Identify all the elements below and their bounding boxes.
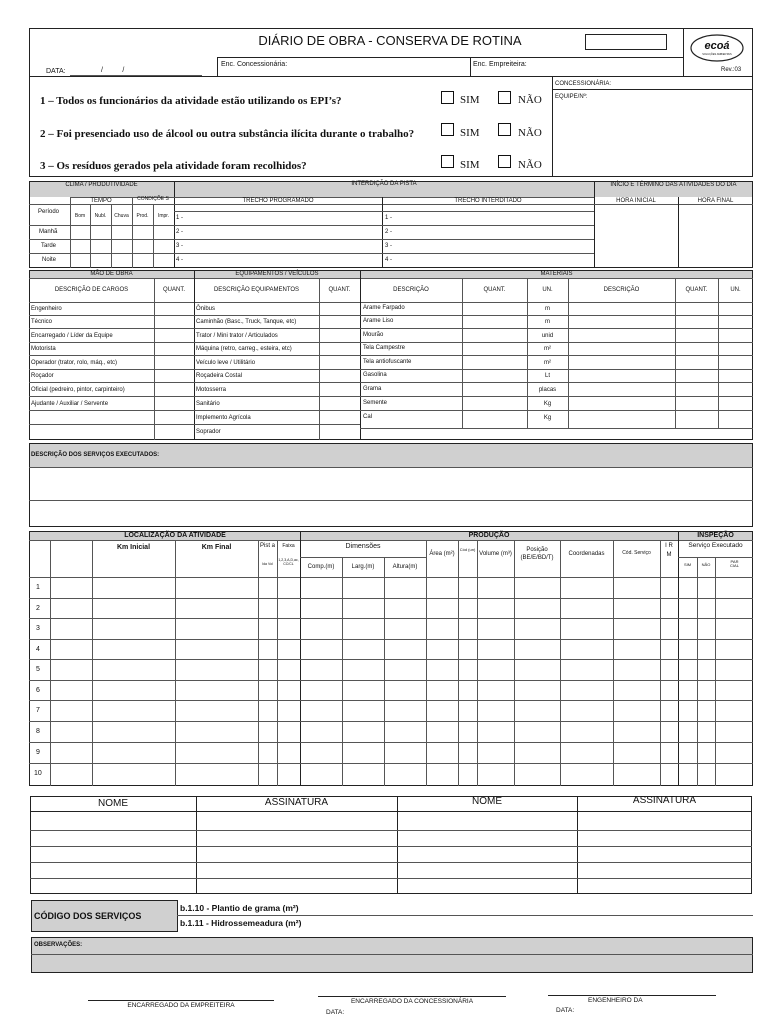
clima-title: CLIMA / PRODUTIVIDADE	[65, 182, 138, 188]
periodo-label: Período	[38, 209, 60, 215]
title-blank-box[interactable]	[585, 34, 667, 50]
col-impr: Impr.	[157, 213, 170, 219]
period-tarde: Tarde	[41, 243, 57, 249]
equip-item-4: Máquina (retro, carreg., esteira, etc)	[196, 346, 292, 352]
dimensoes-header: Dimensões	[345, 543, 381, 550]
codigo-item-2: b.1.11 - Hidrossemeadura (m²)	[180, 918, 302, 928]
hora-inicial-header: HORA INICIAL	[616, 198, 656, 204]
hora-final-header: HORA FINAL	[697, 198, 734, 204]
q1-sim-checkbox[interactable]	[441, 91, 454, 104]
equip-item-5: Veículo leve / Utilitário	[196, 360, 256, 366]
prod-row-2: 2	[36, 605, 40, 612]
footer-encarregado-concessionaria: ENCARREGADO DA CONCESSIONÁRIA	[350, 998, 474, 1005]
assinatura-header-1: ASSINATURA	[264, 797, 329, 808]
programado-header: TRECHO PROGRAMADO	[242, 198, 314, 204]
equip-item-2: Caminhão (Basc., Truck, Tanque, etc)	[196, 319, 297, 325]
prod-row-3: 3	[36, 625, 40, 632]
enc-empreiteira-label: Enc. Empreiteira:	[473, 61, 527, 68]
pista-header: Pist a	[259, 543, 275, 549]
prog-row-2: 2 -	[176, 229, 184, 235]
mat-item-9: Cal	[363, 414, 373, 420]
company-logo	[689, 33, 745, 63]
prod-row-4: 4	[36, 646, 40, 653]
prod-row-6: 6	[36, 687, 40, 694]
materiais-title: MATERIAIS	[540, 271, 573, 277]
mat-unit-8: Kg	[543, 401, 552, 407]
servicos-executados-label: DESCRIÇÃO DOS SERVIÇOS EXECUTADOS:	[31, 452, 160, 458]
period-manha: Manhã	[39, 229, 58, 235]
equip-item-8: Sanitário	[196, 401, 220, 407]
mat-desc-header: DESCRIÇÃO	[393, 287, 429, 293]
q2-nao-checkbox[interactable]	[498, 123, 511, 136]
comp-header: Comp.(m)	[307, 564, 335, 570]
footer-encarregado-empreiteira: ENCARREGADO DA EMPREITEIRA	[127, 1002, 235, 1009]
mat-item-5: Tela antiofuscante	[363, 359, 412, 365]
equipe-label: EQUIPE/Nº:	[555, 94, 588, 100]
mat-unit-9: Kg	[543, 415, 552, 421]
concessionaria-label: CONCESSIONÁRIA:	[555, 81, 612, 87]
equip-item-1: Ônibus	[196, 306, 216, 312]
mat-item-1: Arame Farpado	[363, 305, 405, 311]
equip-item-10: Soprador	[196, 429, 221, 435]
mao-item-8: Ajudante / Auxiliar / Servente	[31, 401, 109, 407]
pista-sub: Ida Vol	[262, 562, 273, 566]
question-3: 3 – Os resíduos gerados pela atividade foram recolhidos?	[40, 160, 307, 172]
equip-quant-header: QUANT.	[328, 287, 351, 293]
larg-header: Larg.(m)	[351, 564, 375, 570]
date-slashes: / /	[101, 67, 125, 74]
mat-item-4: Tela Campestre	[363, 345, 406, 351]
q1-nao-checkbox[interactable]	[498, 91, 511, 104]
logo-text: ecoá	[704, 40, 730, 52]
producao-title: PRODUÇÃO	[468, 532, 510, 539]
mao-desc-header: DESCRIÇÃO DE CARGOS	[54, 287, 129, 293]
cod-servico-header: Cód. Serviço	[622, 550, 651, 556]
mao-item-2: Técnico	[31, 319, 53, 325]
equip-desc-header: DESCRIÇÃO EQUIPAMENTOS	[213, 287, 300, 293]
footer-engenheiro: ENGENHEIRO DA	[588, 997, 643, 1004]
mat-item-7: Grama	[363, 386, 382, 392]
footer-data-1: DATA:	[326, 1009, 345, 1016]
altura-header: Altura(m)	[392, 564, 418, 570]
mat-desc-header-2: DESCRIÇÃO	[603, 287, 640, 293]
interditado-header: TRECHO INTERDITADO	[454, 198, 522, 204]
posicao-header: Posição (BE/E/BD/T)	[520, 547, 554, 561]
question-1: 1 – Todos os funcionários da atividade estão utilizando os EPI’s?	[40, 95, 342, 107]
nome-header-2: NOME	[472, 796, 502, 807]
int-row-3: 3 -	[385, 243, 393, 249]
question-2: 2 – Foi presenciado uso de álcool ou outra substância ilícita durante o trabalho?	[40, 128, 415, 140]
revision-label: Rev.:03	[721, 67, 742, 73]
equip-item-9: Implemento Agrícola	[196, 415, 251, 421]
faixa-sub: 1,2,3,A,D,ac, CC/CL	[278, 558, 299, 566]
prod-row-10: 10	[34, 770, 42, 777]
q3-nao-label: NÃO	[518, 159, 542, 171]
servico-executado-header: Serviço Executado	[688, 542, 743, 549]
q1-sim-label: SIM	[460, 94, 480, 106]
int-row-4: 4 -	[385, 257, 393, 263]
mat-item-8: Semente	[363, 400, 388, 406]
cod-un-header: Cód (un)	[459, 547, 476, 552]
km-final-header: Km Final	[201, 544, 232, 551]
insp-nao-header: NÃO	[701, 562, 711, 567]
codigo-item-1: b.1.10 - Plantio de grama (m²)	[180, 903, 299, 913]
data-label: DATA:	[46, 68, 66, 75]
q2-nao-label: NÃO	[518, 127, 542, 139]
insp-parcial-header: PAR CIAL	[730, 559, 739, 568]
coordenadas-header: Coordenadas	[568, 551, 605, 557]
nome-header-1: NOME	[98, 798, 128, 809]
prog-row-4: 4 -	[176, 257, 184, 263]
mao-obra-title: MÃO DE OBRA	[90, 271, 133, 277]
mao-item-7: Oficial (pedreiro, pintor, carpinteiro)	[31, 387, 125, 393]
prod-row-7: 7	[36, 707, 40, 714]
observacoes-box[interactable]	[31, 937, 753, 973]
mat-item-3: Mourão	[363, 332, 384, 338]
q2-sim-label: SIM	[460, 127, 480, 139]
prog-row-3: 3 -	[176, 243, 184, 249]
equip-item-6: Roçadeira Costal	[196, 373, 243, 379]
col-prod: Prod.	[136, 213, 149, 219]
mat-un-header-2: UN.	[730, 287, 741, 293]
mao-item-5: Operador (trator, rolo, máq., etc)	[31, 360, 118, 366]
insp-sim-header: SIM	[683, 562, 692, 567]
q3-sim-checkbox[interactable]	[441, 155, 454, 168]
mat-item-2: Arame Liso	[363, 318, 394, 324]
prod-row-8: 8	[36, 728, 40, 735]
col-chuva: Chuva	[114, 213, 129, 219]
tempo-header: TEMPO	[90, 198, 112, 204]
prod-row-1: 1	[36, 584, 40, 591]
mat-unit-7: placas	[538, 387, 557, 393]
mao-item-4: Motorista	[31, 346, 56, 352]
inspecao-title: INSPEÇÃO	[697, 532, 734, 539]
assinatura-header-2: ASSINATURA	[632, 795, 697, 806]
q1-nao-label: NÃO	[518, 94, 542, 106]
q2-sim-checkbox[interactable]	[441, 123, 454, 136]
mat-unit-2: m	[545, 319, 550, 325]
condicoes-header: CONDIÇÕE S	[137, 196, 169, 202]
period-noite: Noite	[42, 257, 57, 263]
mat-un-header: UN.	[542, 287, 553, 293]
interdicao-title: INTERDIÇÃO DA PISTA	[351, 181, 417, 187]
mat-unit-4: m²	[544, 346, 551, 352]
mat-quant-header-2: QUANT.	[685, 287, 708, 293]
mat-quant-header: QUANT.	[483, 287, 506, 293]
irm-header: I R M	[665, 543, 673, 558]
equip-item-7: Motosserra	[196, 387, 227, 393]
q3-nao-checkbox[interactable]	[498, 155, 511, 168]
faixa-header: Faixa	[282, 543, 295, 549]
int-row-2: 2 -	[385, 229, 393, 235]
mao-item-6: Roçador	[31, 373, 54, 379]
enc-concessionaria-label: Enc. Concessionária:	[221, 61, 288, 68]
mat-unit-1: m	[545, 306, 550, 312]
int-row-1: 1 -	[385, 215, 393, 221]
localizacao-title: LOCALIZAÇÃO DA ATIVIDADE	[124, 532, 226, 539]
mao-item-3: Encarregado / Líder da Equipe	[31, 333, 113, 339]
prod-row-5: 5	[36, 666, 40, 673]
volume-header: Volume (m³)	[479, 551, 512, 557]
mat-item-6: Gasolina	[363, 372, 387, 378]
mat-unit-3: unid	[541, 333, 554, 339]
page-title: DIÁRIO DE OBRA - CONSERVA DE ROTINA	[258, 33, 522, 48]
observacoes-label: OBSERVAÇÕES:	[34, 942, 83, 948]
prog-row-1: 1 -	[176, 215, 184, 221]
col-nubl: Nubl.	[94, 213, 107, 219]
area-header: Área (m²)	[429, 551, 455, 557]
equip-item-3: Trator / Mini trator / Articulados	[196, 333, 278, 339]
equipamentos-title: EQUIPAMENTOS / VEÍCULOS	[235, 271, 319, 277]
mao-item-1: Engenheiro	[31, 306, 62, 312]
mat-unit-5: m²	[544, 360, 551, 366]
mat-unit-6: Lt	[544, 373, 550, 379]
prod-row-9: 9	[36, 749, 40, 756]
col-bom: Bom	[74, 213, 86, 219]
inicio-title: INÍCIO E TÉRMINO DAS ATIVIDADES DO DIA	[610, 182, 737, 188]
logo-subtext: SOLUÇÕES AMBIENTAIS	[702, 53, 732, 56]
km-inicial-header: Km Inicial	[116, 544, 151, 551]
q3-sim-label: SIM	[460, 159, 480, 171]
footer-data-2: DATA:	[556, 1007, 575, 1014]
mao-quant-header: QUANT.	[162, 287, 185, 293]
codigo-servicos-label: CÓDIGO DOS SERVIÇOS	[34, 911, 142, 921]
